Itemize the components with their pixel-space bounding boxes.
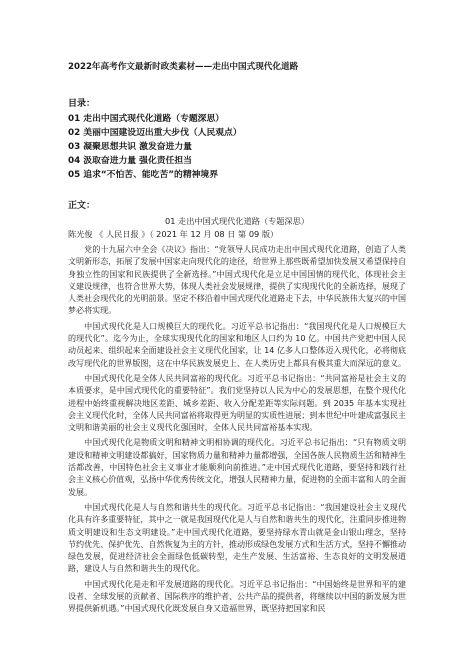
article-paragraph: 中国式现代化是物质文明和精神文明相协调的现代化。习近平总书记指出：“只有物质文明建设和精神文明建设都搞好，国家物质力量和精神力量都增强，全国各族人民物质生活和精神生活都改善，中国特色社会主义事业才能顺利向前推进。”走中国式现代化道路，要坚持和践行社会主义核心价值观，弘扬中华优秀传统文化，增强人民精神力量，促进物的全面丰富和人的全面发展。 [68, 438, 406, 497]
article-paragraph: 党的十九届六中全会《决议》指出：“党领导人民成功走出中国式现代化道路，创造了人类文明新形态，拓展了发展中国家走向现代化的途径，给世界上那些既希望加快发展又希望保持自身独立性的国家和民族提供了全新选择。”中国式现代化是立足中国国情的现代化，体现社会主义建设规律，也符合世界大势，体现人类社会发展规律，提供了实现现代化的全新选择，展现了人类社会现代化的光明前景。坚定不移沿着中国式现代化道路走下去，中华民族伟大复兴的中国梦必将实现。 [68, 245, 406, 316]
toc-item[interactable]: 01 走出中国式现代化道路（专题深思） [68, 114, 225, 124]
article-paragraph: 中国式现代化是人口规模巨大的现代化。习近平总书记指出：“我国现代化是人口规模巨大的现代化”。迄今为止，全球实现现代化的国家和地区人口约为 10 亿。中国共产党把中国人民动员起来、组织起来全面建设社会主义现代化国家，让 14 亿多人口整体迈入现代化，必将彻底改写现代化的世界版图，这在中华民族发展史上、在人类历史上都具有极其重大而深远的意义。 [68, 321, 406, 368]
toc-heading: 目录： [68, 99, 96, 109]
article-byline: 陈光俊 《 人民日报 》（ 2021 年 12 月 08 日 第 09 版） [68, 229, 279, 239]
toc-item[interactable]: 04 汲取奋进力量 强化责任担当 [68, 156, 192, 166]
table-of-contents [68, 112, 406, 182]
toc-item[interactable]: 03 凝聚思想共识 激发奋进力量 [68, 142, 192, 152]
toc-item[interactable]: 02 美丽中国建设迈出重大步伐（人民观点） [68, 128, 242, 138]
article-paragraph: 中国式现代化是走和平发展道路的现代化。习近平总书记指出：“中国始终是世界和平的建设者、全球发展的贡献者、国际秩序的维护者、公共产品的提供者，将继续以中国的新发展为世界提供新机遇。”中国式现代化既发展自身又造福世界，既坚持把国家和民 [68, 579, 406, 614]
article-paragraph: 中国式现代化是人与自然和谐共生的现代化。习近平总书记指出：“我国建设社会主义现代化具有许多重要特征，其中之一就是我国现代化是人与自然和谐共生的现代化，注重同步推进物质文明建设和生态文明建设。”走中国式现代化道路，要坚持绿水青山就是金山银山理念，坚持节约优先、保护优先、自然恢复为主的方针，推动形成绿色发展方式和生活方式，坚持不懈推动绿色发展，促进经济社会全面绿色低碳转型，走生产发展、生活富裕、生态良好的文明发展道路，建设人与自然和谐共生的现代化。 [68, 502, 406, 574]
article-paragraph: 中国式现代化是全体人民共同富裕的现代化。习近平总书记指出：“共同富裕是社会主义的本质要求，是中国式现代化的重要特征”。我们党坚持以人民为中心的发展思想，在整个现代化进程中始终重视解决地区差距、城乡差距、收入分配差距等实际问题。到 2035 年基本实现社会主义现代化时，全体人民共同富裕将取得更为明显的实质性进展；到本世纪中叶建成富强民主文明和谐美丽的社会主义现代化强国时，全体人民共同富裕基本实现。 [68, 373, 406, 433]
body-heading: 正文： [68, 201, 96, 211]
article-title: 01 走出中国式现代化道路（专题深思） [164, 216, 310, 226]
toc-item[interactable]: 05 追求“不怕苦、能吃苦”的精神境界 [68, 170, 219, 180]
document-title: 2022年高考作文最新时政类素材——走出中国式现代化道路 [68, 62, 299, 72]
